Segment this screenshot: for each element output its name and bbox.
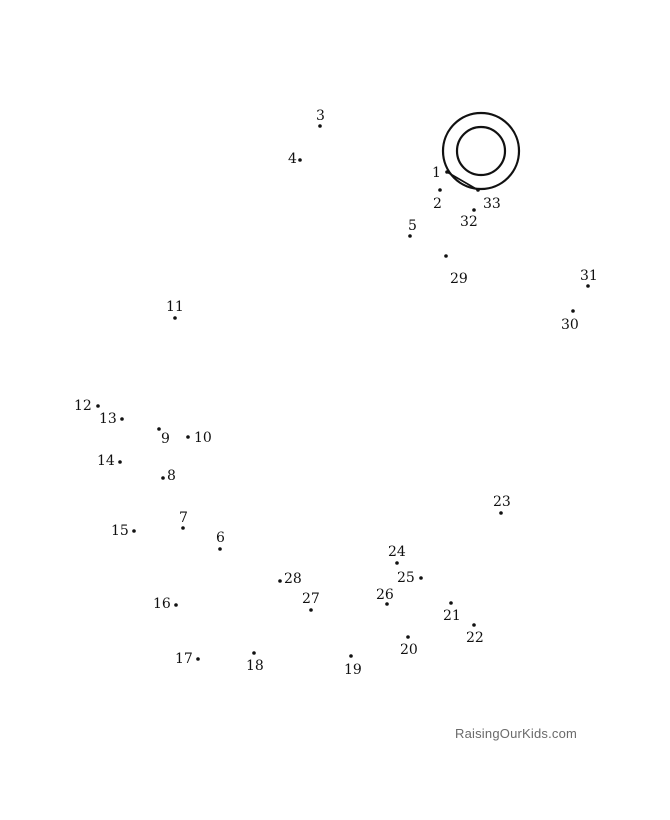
dot-number-label: 10 bbox=[194, 430, 212, 446]
dot-16[interactable] bbox=[153, 596, 178, 612]
dot-number-label: 24 bbox=[388, 544, 406, 560]
ring-icon bbox=[443, 113, 519, 190]
dot-marker[interactable] bbox=[586, 284, 590, 288]
dot-number-label: 6 bbox=[216, 530, 225, 546]
dot-marker[interactable] bbox=[161, 476, 165, 480]
dot-marker[interactable] bbox=[472, 623, 476, 627]
dot-number-label: 28 bbox=[284, 571, 302, 587]
dot-number-label: 20 bbox=[400, 642, 418, 658]
dot-marker[interactable] bbox=[318, 124, 322, 128]
site-credit: RaisingOurKids.com bbox=[455, 726, 578, 741]
dot-number-label: 31 bbox=[580, 268, 598, 284]
dot-marker[interactable] bbox=[444, 254, 448, 258]
dot-15[interactable] bbox=[111, 523, 136, 539]
dot-29[interactable] bbox=[444, 254, 468, 287]
dot-20[interactable] bbox=[400, 635, 418, 658]
dot-number-label: 22 bbox=[466, 630, 484, 646]
dot-number-label: 17 bbox=[175, 651, 193, 667]
dot-number-label: 3 bbox=[316, 108, 325, 124]
dot-33[interactable] bbox=[476, 188, 501, 212]
dot-marker[interactable] bbox=[298, 158, 302, 162]
dot-number-label: 27 bbox=[302, 591, 320, 607]
dot-marker[interactable] bbox=[252, 651, 256, 655]
dot-marker[interactable] bbox=[406, 635, 410, 639]
dot-24[interactable] bbox=[388, 544, 406, 565]
dot-10[interactable] bbox=[186, 430, 212, 446]
dot-28[interactable] bbox=[278, 571, 302, 587]
dot-number-label: 8 bbox=[167, 468, 176, 484]
dot-number-label: 4 bbox=[288, 151, 297, 167]
dot-marker[interactable] bbox=[472, 208, 476, 212]
dot-13[interactable] bbox=[99, 411, 124, 427]
dot-9[interactable] bbox=[157, 427, 170, 447]
dot-14[interactable] bbox=[97, 453, 122, 469]
dot-30[interactable] bbox=[561, 309, 579, 333]
dot-19[interactable] bbox=[344, 654, 362, 678]
dot-number-label: 29 bbox=[450, 271, 468, 287]
dot-number-label: 14 bbox=[97, 453, 115, 469]
dot-marker[interactable] bbox=[174, 603, 178, 607]
dot-marker[interactable] bbox=[278, 579, 282, 583]
dot-marker[interactable] bbox=[419, 576, 423, 580]
dot-marker[interactable] bbox=[309, 608, 313, 612]
dot-32[interactable] bbox=[460, 208, 478, 230]
dot-number-label: 7 bbox=[179, 510, 188, 526]
dot-number-label: 32 bbox=[460, 214, 478, 230]
dot-4[interactable] bbox=[288, 151, 302, 167]
dot-23[interactable] bbox=[493, 494, 511, 515]
dot-marker[interactable] bbox=[196, 657, 200, 661]
dot-22[interactable] bbox=[466, 623, 484, 646]
dot-number-label: 5 bbox=[408, 218, 417, 234]
dots-layer bbox=[74, 108, 598, 678]
dot-7[interactable] bbox=[179, 510, 188, 530]
dot-marker[interactable] bbox=[118, 460, 122, 464]
dot-3[interactable] bbox=[316, 108, 325, 128]
dot-2[interactable] bbox=[433, 188, 442, 212]
dot-6[interactable] bbox=[216, 530, 225, 551]
dot-number-label: 30 bbox=[561, 317, 579, 333]
dot-number-label: 11 bbox=[166, 299, 184, 315]
dot-marker[interactable] bbox=[349, 654, 353, 658]
dot-26[interactable] bbox=[376, 587, 394, 606]
dot-marker[interactable] bbox=[499, 511, 503, 515]
dot-21[interactable] bbox=[443, 601, 461, 624]
dot-11[interactable] bbox=[166, 299, 184, 320]
dot-marker[interactable] bbox=[395, 561, 399, 565]
dot-marker[interactable] bbox=[438, 188, 442, 192]
dot-marker[interactable] bbox=[445, 170, 449, 174]
dot-number-label: 21 bbox=[443, 608, 461, 624]
dot-marker[interactable] bbox=[173, 316, 177, 320]
dot-marker[interactable] bbox=[408, 234, 412, 238]
dot-27[interactable] bbox=[302, 591, 320, 612]
dot-number-label: 25 bbox=[397, 570, 415, 586]
dot-number-label: 1 bbox=[432, 165, 441, 181]
dot-number-label: 33 bbox=[483, 196, 501, 212]
dot-marker[interactable] bbox=[571, 309, 575, 313]
dot-marker[interactable] bbox=[186, 435, 190, 439]
dot-31[interactable] bbox=[580, 268, 598, 288]
dot-marker[interactable] bbox=[120, 417, 124, 421]
dot-number-label: 12 bbox=[74, 398, 92, 414]
dot-marker[interactable] bbox=[476, 188, 480, 192]
dot-number-label: 16 bbox=[153, 596, 171, 612]
dot-25[interactable] bbox=[397, 570, 423, 586]
dot-12[interactable] bbox=[74, 398, 100, 414]
dot-number-label: 19 bbox=[344, 662, 362, 678]
dot-number-label: 15 bbox=[111, 523, 129, 539]
dot-marker[interactable] bbox=[181, 526, 185, 530]
dot-18[interactable] bbox=[246, 651, 264, 674]
dot-17[interactable] bbox=[175, 651, 200, 667]
dot-number-label: 23 bbox=[493, 494, 511, 510]
dot-number-label: 18 bbox=[246, 658, 264, 674]
dot-8[interactable] bbox=[161, 468, 176, 484]
dot-number-label: 9 bbox=[161, 431, 170, 447]
dot-marker[interactable] bbox=[96, 404, 100, 408]
dot-number-label: 26 bbox=[376, 587, 394, 603]
dot-5[interactable] bbox=[408, 218, 417, 238]
dot-number-label: 2 bbox=[433, 196, 442, 212]
dot-marker[interactable] bbox=[132, 529, 136, 533]
dot-number-label: 13 bbox=[99, 411, 117, 427]
dot-marker[interactable] bbox=[218, 547, 222, 551]
dot-marker[interactable] bbox=[449, 601, 453, 605]
